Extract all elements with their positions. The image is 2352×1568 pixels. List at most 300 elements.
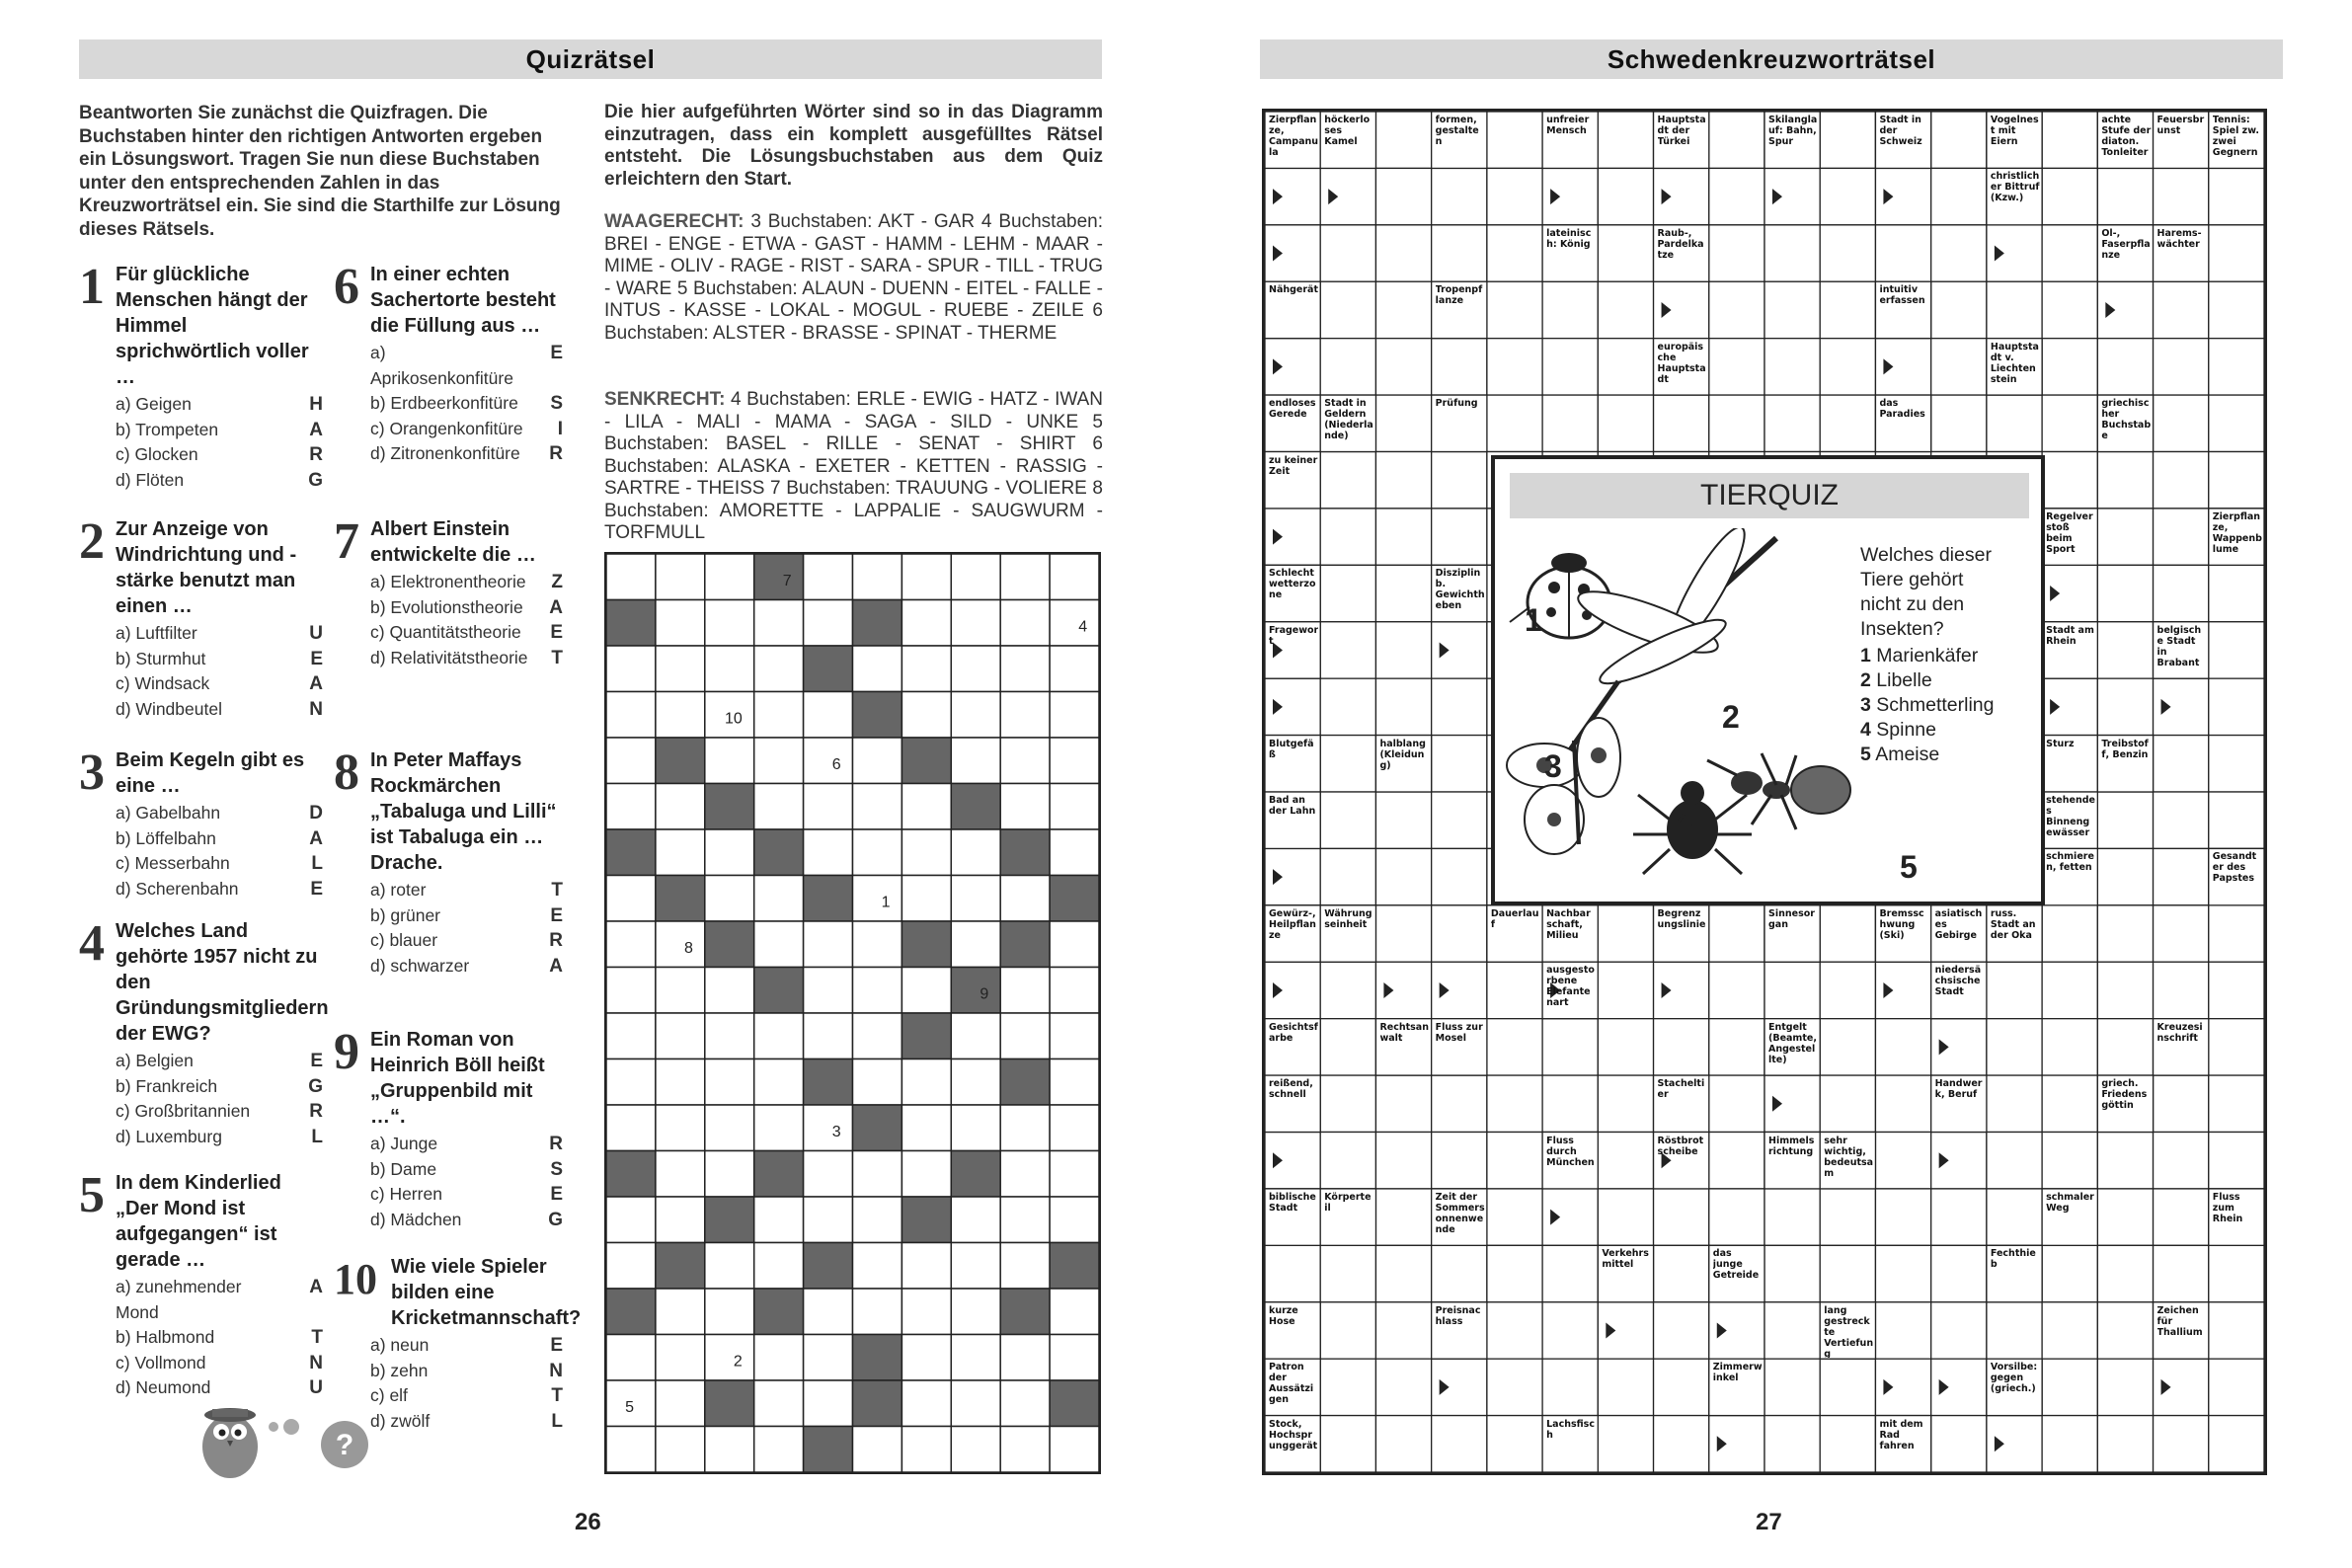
grid-cell[interactable] (951, 1289, 1000, 1335)
crossword-cell[interactable] (1487, 1359, 1542, 1415)
grid-cell[interactable] (951, 692, 1000, 739)
grid-cell[interactable] (1050, 1059, 1099, 1106)
grid-cell[interactable] (705, 876, 754, 922)
grid-cell[interactable] (902, 1059, 951, 1106)
crossword-cell[interactable] (1820, 1075, 1875, 1132)
crossword-cell[interactable] (2097, 792, 2153, 848)
grid-cell[interactable] (853, 600, 902, 647)
crossword-cell[interactable] (1987, 1075, 2042, 1132)
crossword-cell[interactable] (1432, 736, 1487, 792)
grid-cell[interactable] (1000, 1427, 1050, 1473)
crossword-cell[interactable] (1820, 1359, 1875, 1415)
crossword-cell[interactable] (1375, 622, 1431, 678)
crossword-cell[interactable] (1654, 395, 1709, 451)
crossword-cell[interactable] (1820, 168, 1875, 224)
grid-cell[interactable] (804, 1335, 853, 1381)
crossword-cell[interactable] (1375, 395, 1431, 451)
grid-cell[interactable] (1050, 600, 1099, 647)
crossword-cell[interactable] (2209, 622, 2264, 678)
crossword-cell[interactable] (1375, 1302, 1431, 1359)
crossword-cell[interactable] (1654, 1019, 1709, 1075)
crossword-cell[interactable] (2042, 339, 2097, 395)
crossword-cell[interactable] (2042, 395, 2097, 451)
crossword-cell[interactable] (2209, 281, 2264, 338)
grid-cell[interactable] (1000, 1059, 1050, 1106)
grid-cell[interactable] (754, 784, 804, 830)
grid-cell[interactable] (902, 1427, 951, 1473)
grid-cell[interactable] (951, 921, 1000, 968)
grid-cell[interactable] (853, 921, 902, 968)
grid-cell[interactable] (1050, 1427, 1099, 1473)
crossword-cell[interactable] (1432, 509, 1487, 565)
crossword-cell[interactable] (2042, 962, 2097, 1018)
crossword-cell[interactable] (2209, 1019, 2264, 1075)
crossword-cell[interactable] (1820, 281, 1875, 338)
crossword-cell[interactable] (1432, 225, 1487, 281)
crossword-cell[interactable] (1875, 1302, 1930, 1359)
crossword-cell[interactable] (1987, 962, 2042, 1018)
crossword-cell[interactable] (1598, 112, 1653, 168)
grid-cell[interactable] (804, 876, 853, 922)
grid-cell[interactable] (1000, 1335, 1050, 1381)
grid-cell[interactable] (853, 1289, 902, 1335)
grid-cell[interactable] (951, 1151, 1000, 1198)
crossword-cell[interactable] (1931, 1416, 1987, 1472)
grid-cell[interactable] (853, 1105, 902, 1151)
grid-cell[interactable] (656, 1151, 705, 1198)
crossword-cell[interactable] (1709, 962, 1764, 1018)
grid-cell[interactable] (804, 1151, 853, 1198)
crossword-cell[interactable] (2042, 905, 2097, 962)
crossword-cell[interactable] (2042, 1302, 2097, 1359)
grid-cell[interactable] (1000, 829, 1050, 876)
grid-cell[interactable] (754, 1427, 804, 1473)
crossword-cell[interactable] (2154, 736, 2209, 792)
crossword-cell[interactable] (2042, 112, 2097, 168)
crossword-cell[interactable] (1542, 1019, 1598, 1075)
grid-cell[interactable] (1050, 921, 1099, 968)
grid-cell[interactable] (902, 876, 951, 922)
crossword-cell[interactable] (1987, 1133, 2042, 1189)
grid-cell[interactable] (902, 784, 951, 830)
crossword-cell[interactable] (1764, 1302, 1820, 1359)
grid-cell[interactable] (656, 554, 705, 600)
crossword-cell[interactable] (1598, 395, 1653, 451)
crossword-cell[interactable] (1820, 1189, 1875, 1245)
crossword-cell[interactable] (2154, 792, 2209, 848)
grid-cell[interactable] (1000, 876, 1050, 922)
crossword-cell[interactable] (1820, 962, 1875, 1018)
grid-cell[interactable] (754, 554, 804, 600)
grid-cell[interactable] (606, 1105, 656, 1151)
crossword-cell[interactable] (1987, 395, 2042, 451)
crossword-cell[interactable] (2097, 1133, 2153, 1189)
grid-cell[interactable] (705, 1243, 754, 1290)
crossword-cell[interactable] (1542, 339, 1598, 395)
grid-cell[interactable] (951, 554, 1000, 600)
crossword-cell[interactable] (1764, 962, 1820, 1018)
grid-cell[interactable] (853, 1427, 902, 1473)
crossword-cell[interactable] (2097, 1189, 2153, 1245)
crossword-cell[interactable] (1320, 736, 1375, 792)
grid-cell[interactable] (754, 1197, 804, 1243)
grid-cell[interactable] (705, 554, 754, 600)
crossword-cell[interactable] (1875, 1075, 1930, 1132)
crossword-cell[interactable] (1375, 1189, 1431, 1245)
grid-cell[interactable] (853, 646, 902, 692)
grid-cell[interactable] (656, 829, 705, 876)
crossword-cell[interactable] (1320, 281, 1375, 338)
grid-cell[interactable] (853, 738, 902, 784)
crossword-cell[interactable] (1709, 225, 1764, 281)
grid-cell[interactable] (705, 829, 754, 876)
crossword-cell[interactable] (2154, 509, 2209, 565)
crossword-cell[interactable] (1598, 962, 1653, 1018)
crossword-cell[interactable] (1820, 112, 1875, 168)
crossword-cell[interactable] (1598, 905, 1653, 962)
grid-cell[interactable] (951, 1243, 1000, 1290)
grid-cell[interactable] (1050, 968, 1099, 1014)
grid-cell[interactable] (804, 921, 853, 968)
crossword-cell[interactable] (2154, 962, 2209, 1018)
grid-cell[interactable] (1050, 829, 1099, 876)
grid-cell[interactable] (804, 1197, 853, 1243)
crossword-cell[interactable] (1487, 1302, 1542, 1359)
grid-cell[interactable] (1000, 692, 1050, 739)
crossword-cell[interactable] (1320, 452, 1375, 509)
grid-cell[interactable] (705, 1289, 754, 1335)
crossword-cell[interactable] (2209, 1133, 2264, 1189)
grid-cell[interactable] (656, 921, 705, 968)
crossword-cell[interactable] (1542, 1245, 1598, 1301)
grid-cell[interactable] (656, 1335, 705, 1381)
crossword-cell[interactable] (2154, 1133, 2209, 1189)
crossword-cell[interactable] (1487, 168, 1542, 224)
crossword-cell[interactable] (1764, 1416, 1820, 1472)
crossword-cell[interactable] (1375, 339, 1431, 395)
crossword-cell[interactable] (2042, 281, 2097, 338)
crossword-cell[interactable] (1654, 1189, 1709, 1245)
grid-cell[interactable] (853, 1013, 902, 1059)
crossword-cell[interactable] (1375, 1245, 1431, 1301)
grid-cell[interactable] (754, 829, 804, 876)
crossword-cell[interactable] (1375, 678, 1431, 735)
grid-cell[interactable] (951, 876, 1000, 922)
grid-cell[interactable] (1000, 1380, 1050, 1427)
grid-cell[interactable] (902, 1105, 951, 1151)
crossword-cell[interactable] (1487, 225, 1542, 281)
grid-cell[interactable] (754, 876, 804, 922)
crossword-cell[interactable] (1487, 395, 1542, 451)
crossword-cell[interactable] (1542, 395, 1598, 451)
grid-cell[interactable] (1050, 1105, 1099, 1151)
grid-cell[interactable] (606, 1335, 656, 1381)
grid-cell[interactable] (1050, 646, 1099, 692)
crossword-cell[interactable] (1931, 225, 1987, 281)
grid-cell[interactable] (804, 1243, 853, 1290)
crossword-cell[interactable] (1820, 339, 1875, 395)
grid-cell[interactable] (951, 738, 1000, 784)
crossword-cell[interactable] (1375, 1416, 1431, 1472)
crossword-cell[interactable] (1542, 1075, 1598, 1132)
crossword-cell[interactable] (2209, 1245, 2264, 1301)
grid-cell[interactable] (902, 738, 951, 784)
grid-cell[interactable] (853, 876, 902, 922)
grid-cell[interactable] (804, 1427, 853, 1473)
grid-cell[interactable] (656, 1197, 705, 1243)
grid-cell[interactable] (804, 1059, 853, 1106)
crossword-cell[interactable] (1375, 1359, 1431, 1415)
crossword-cell[interactable] (2097, 1302, 2153, 1359)
crossword-cell[interactable] (1320, 678, 1375, 735)
crossword-cell[interactable] (1764, 1189, 1820, 1245)
grid-cell[interactable] (656, 1059, 705, 1106)
grid-cell[interactable] (606, 646, 656, 692)
crossword-cell[interactable] (2154, 339, 2209, 395)
crossword-cell[interactable] (1598, 1416, 1653, 1472)
crossword-cell[interactable] (1320, 1133, 1375, 1189)
crossword-cell[interactable] (2042, 1019, 2097, 1075)
crossword-cell[interactable] (1432, 1245, 1487, 1301)
grid-cell[interactable] (804, 554, 853, 600)
crossword-cell[interactable] (2209, 1359, 2264, 1415)
grid-cell[interactable] (1050, 1243, 1099, 1290)
crossword-cell[interactable] (2154, 565, 2209, 621)
grid-cell[interactable] (656, 1013, 705, 1059)
grid-cell[interactable] (705, 646, 754, 692)
crossword-cell[interactable] (2154, 1416, 2209, 1472)
grid-cell[interactable] (902, 968, 951, 1014)
crossword-cell[interactable] (1598, 1133, 1653, 1189)
crossword-cell[interactable] (1487, 1075, 1542, 1132)
crossword-cell[interactable] (1487, 1133, 1542, 1189)
crossword-cell[interactable] (1432, 905, 1487, 962)
crossword-cell[interactable] (1487, 339, 1542, 395)
grid-cell[interactable] (804, 1380, 853, 1427)
crossword-cell[interactable] (1542, 1359, 1598, 1415)
crossword-cell[interactable] (1931, 1189, 1987, 1245)
grid-cell[interactable] (705, 1105, 754, 1151)
grid-cell[interactable] (902, 1335, 951, 1381)
grid-cell[interactable] (656, 1289, 705, 1335)
grid-cell[interactable] (1000, 1243, 1050, 1290)
crossword-cell[interactable] (1654, 1416, 1709, 1472)
crossword-cell[interactable] (2209, 452, 2264, 509)
crossword-cell[interactable] (2097, 622, 2153, 678)
grid-cell[interactable] (705, 921, 754, 968)
crossword-cell[interactable] (1820, 1019, 1875, 1075)
grid-cell[interactable] (754, 646, 804, 692)
grid-cell[interactable] (656, 968, 705, 1014)
grid-cell[interactable] (656, 1105, 705, 1151)
grid-cell[interactable] (853, 1335, 902, 1381)
grid-cell[interactable] (754, 1059, 804, 1106)
crossword-cell[interactable] (1432, 168, 1487, 224)
grid-cell[interactable] (1050, 1335, 1099, 1381)
crossword-cell[interactable] (1598, 1189, 1653, 1245)
grid-cell[interactable] (951, 1427, 1000, 1473)
grid-cell[interactable] (754, 1335, 804, 1381)
crossword-cell[interactable] (2042, 1075, 2097, 1132)
crossword-cell[interactable] (2097, 1359, 2153, 1415)
grid-cell[interactable] (804, 1105, 853, 1151)
crossword-cell[interactable] (1320, 1359, 1375, 1415)
grid-cell[interactable] (606, 554, 656, 600)
crossword-cell[interactable] (2154, 1075, 2209, 1132)
grid-cell[interactable] (951, 1380, 1000, 1427)
grid-cell[interactable] (1050, 1380, 1099, 1427)
grid-cell[interactable] (606, 1243, 656, 1290)
crossword-cell[interactable] (1987, 1019, 2042, 1075)
crossword-cell[interactable] (2097, 452, 2153, 509)
grid-cell[interactable] (1000, 646, 1050, 692)
grid-cell[interactable] (902, 1013, 951, 1059)
grid-cell[interactable] (1050, 876, 1099, 922)
crossword-cell[interactable] (1320, 792, 1375, 848)
crossword-cell[interactable] (1709, 281, 1764, 338)
crossword-cell[interactable] (1709, 112, 1764, 168)
crossword-cell[interactable] (1375, 905, 1431, 962)
crossword-cell[interactable] (1265, 1245, 1320, 1301)
grid-cell[interactable] (705, 738, 754, 784)
crossword-cell[interactable] (1820, 395, 1875, 451)
crossword-cell[interactable] (1487, 1189, 1542, 1245)
crossword-cell[interactable] (1875, 1189, 1930, 1245)
grid-cell[interactable] (754, 1105, 804, 1151)
grid-cell[interactable] (951, 1059, 1000, 1106)
grid-cell[interactable] (754, 1289, 804, 1335)
grid-cell[interactable] (853, 1243, 902, 1290)
crossword-cell[interactable] (1432, 339, 1487, 395)
crossword-cell[interactable] (1875, 225, 1930, 281)
grid-cell[interactable] (1050, 1289, 1099, 1335)
crossword-cell[interactable] (2209, 905, 2264, 962)
crossword-cell[interactable] (2097, 509, 2153, 565)
crossword-cell[interactable] (1320, 1416, 1375, 1472)
crossword-cell[interactable] (1432, 1075, 1487, 1132)
crossword-cell[interactable] (1432, 1416, 1487, 1472)
crossword-cell[interactable] (1931, 1245, 1987, 1301)
crossword-cell[interactable] (2154, 1189, 2209, 1245)
crossword-cell[interactable] (2209, 339, 2264, 395)
crossword-cell[interactable] (2097, 905, 2153, 962)
crossword-cell[interactable] (1375, 1075, 1431, 1132)
crossword-cell[interactable] (1654, 1245, 1709, 1301)
grid-cell[interactable] (705, 1013, 754, 1059)
crossword-cell[interactable] (1931, 1302, 1987, 1359)
grid-cell[interactable] (902, 1151, 951, 1198)
crossword-cell[interactable] (1320, 509, 1375, 565)
crossword-cell[interactable] (1375, 225, 1431, 281)
grid-cell[interactable] (902, 921, 951, 968)
grid-cell[interactable] (705, 1151, 754, 1198)
crossword-cell[interactable] (2209, 565, 2264, 621)
grid-cell[interactable] (902, 554, 951, 600)
crossword-cell[interactable] (1820, 1416, 1875, 1472)
grid-cell[interactable] (656, 600, 705, 647)
grid-cell[interactable] (951, 829, 1000, 876)
grid-cell[interactable] (853, 1197, 902, 1243)
crossword-cell[interactable] (1542, 1302, 1598, 1359)
crossword-cell[interactable] (1598, 225, 1653, 281)
crossword-cell[interactable] (1320, 1302, 1375, 1359)
grid-cell[interactable] (902, 1380, 951, 1427)
crossword-cell[interactable] (1375, 452, 1431, 509)
grid-cell[interactable] (951, 1013, 1000, 1059)
crossword-cell[interactable] (1375, 848, 1431, 904)
grid-cell[interactable] (902, 600, 951, 647)
grid-cell[interactable] (606, 738, 656, 784)
crossword-cell[interactable] (2097, 1245, 2153, 1301)
grid-cell[interactable] (1000, 600, 1050, 647)
grid-cell[interactable] (656, 738, 705, 784)
grid-cell[interactable] (754, 692, 804, 739)
grid-cell[interactable] (606, 1427, 656, 1473)
crossword-cell[interactable] (1320, 565, 1375, 621)
grid-cell[interactable] (902, 1197, 951, 1243)
crossword-cell[interactable] (1320, 1075, 1375, 1132)
crossword-cell[interactable] (2042, 1245, 2097, 1301)
crossword-cell[interactable] (1542, 281, 1598, 338)
crossword-cell[interactable] (1709, 395, 1764, 451)
crossword-cell[interactable] (1709, 905, 1764, 962)
crossword-cell[interactable] (1320, 962, 1375, 1018)
grid-cell[interactable] (606, 829, 656, 876)
grid-cell[interactable] (656, 1427, 705, 1473)
grid-cell[interactable] (804, 968, 853, 1014)
crossword-cell[interactable] (2097, 168, 2153, 224)
crossword-cell[interactable] (1709, 339, 1764, 395)
crossword-cell[interactable] (1875, 1245, 1930, 1301)
crossword-cell[interactable] (1654, 1359, 1709, 1415)
crossword-cell[interactable] (1598, 1359, 1653, 1415)
grid-cell[interactable] (902, 1289, 951, 1335)
grid-cell[interactable] (606, 968, 656, 1014)
crossword-cell[interactable] (2154, 452, 2209, 509)
grid-cell[interactable] (902, 829, 951, 876)
crossword-cell[interactable] (1654, 1302, 1709, 1359)
crossword-cell[interactable] (1709, 1075, 1764, 1132)
grid-cell[interactable] (1000, 1197, 1050, 1243)
grid-cell[interactable] (1000, 1289, 1050, 1335)
grid-cell[interactable] (754, 1243, 804, 1290)
grid-cell[interactable] (853, 692, 902, 739)
crossword-cell[interactable] (1320, 622, 1375, 678)
grid-cell[interactable] (804, 829, 853, 876)
crossword-cell[interactable] (2209, 1075, 2264, 1132)
grid-cell[interactable] (951, 1105, 1000, 1151)
grid-cell[interactable] (853, 554, 902, 600)
grid-cell[interactable] (754, 1151, 804, 1198)
grid-cell[interactable] (705, 1427, 754, 1473)
crossword-cell[interactable] (1987, 1189, 2042, 1245)
crossword-cell[interactable] (1375, 565, 1431, 621)
crossword-cell[interactable] (1764, 225, 1820, 281)
crossword-cell[interactable] (1987, 1302, 2042, 1359)
crossword-cell[interactable] (1931, 339, 1987, 395)
grid-cell[interactable] (1000, 784, 1050, 830)
grid-cell[interactable] (1050, 554, 1099, 600)
crossword-cell[interactable] (1487, 1019, 1542, 1075)
crossword-cell[interactable] (1598, 339, 1653, 395)
grid-cell[interactable] (705, 1059, 754, 1106)
grid-cell[interactable] (606, 692, 656, 739)
grid-cell[interactable] (606, 921, 656, 968)
grid-cell[interactable] (1050, 1013, 1099, 1059)
crossword-cell[interactable] (2042, 1359, 2097, 1415)
crossword-cell[interactable] (2154, 395, 2209, 451)
grid-cell[interactable] (1050, 784, 1099, 830)
